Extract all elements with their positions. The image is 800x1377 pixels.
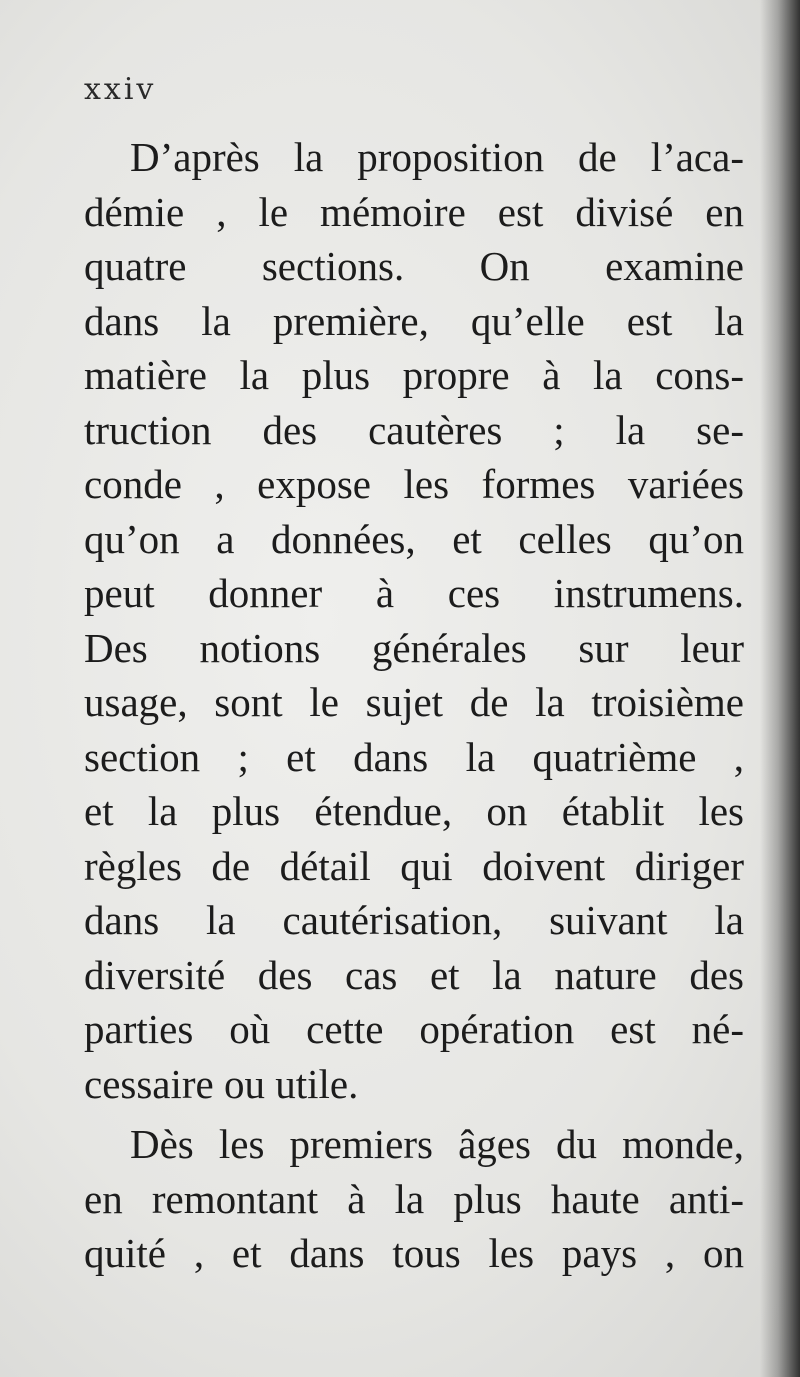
text-line: règles de détail qui doivent diriger [84,842,744,889]
text-line: Dès les premiers âges du monde, [130,1121,744,1167]
text-line: qu’on a données, et celles qu’on [84,515,744,562]
body-text [84,130,744,1281]
text-line: conde , expose les formes variées [84,461,744,507]
text-line: cessaire ou utile. [84,1060,359,1107]
text-line: dans la cautérisation, suivant la [84,897,744,943]
text-line: quatre sections. On examine [84,243,744,289]
text-line: diversité des cas et la nature des [84,951,744,998]
text-line: truction des cautères ; la se- [84,406,744,453]
page-gutter-shadow [760,0,800,1377]
text-line: et la plus étendue, on établit les [84,788,744,834]
text-line: démie , le mémoire est divisé en [84,188,744,235]
text-line: Des notions générales sur leur [84,624,744,671]
page-number: xxiv [84,72,157,107]
paragraph [84,1117,744,1281]
text-line: D’après la proposition de l’aca- [130,134,744,180]
paragraph [84,130,744,1111]
text-line: peut donner à ces instrumens. [84,570,744,616]
text-line: dans la première, qu’elle est la [84,297,744,344]
text-line: quité , et dans tous les pays , on [84,1230,744,1276]
text-line: en remontant à la plus haute anti- [84,1175,744,1222]
text-line: section ; et dans la quatrième , [84,733,744,780]
text-line: parties où cette opération est né- [84,1006,744,1052]
text-line: matière la plus propre à la cons- [84,352,744,398]
text-line: usage, sont le sujet de la troisième [84,679,744,725]
